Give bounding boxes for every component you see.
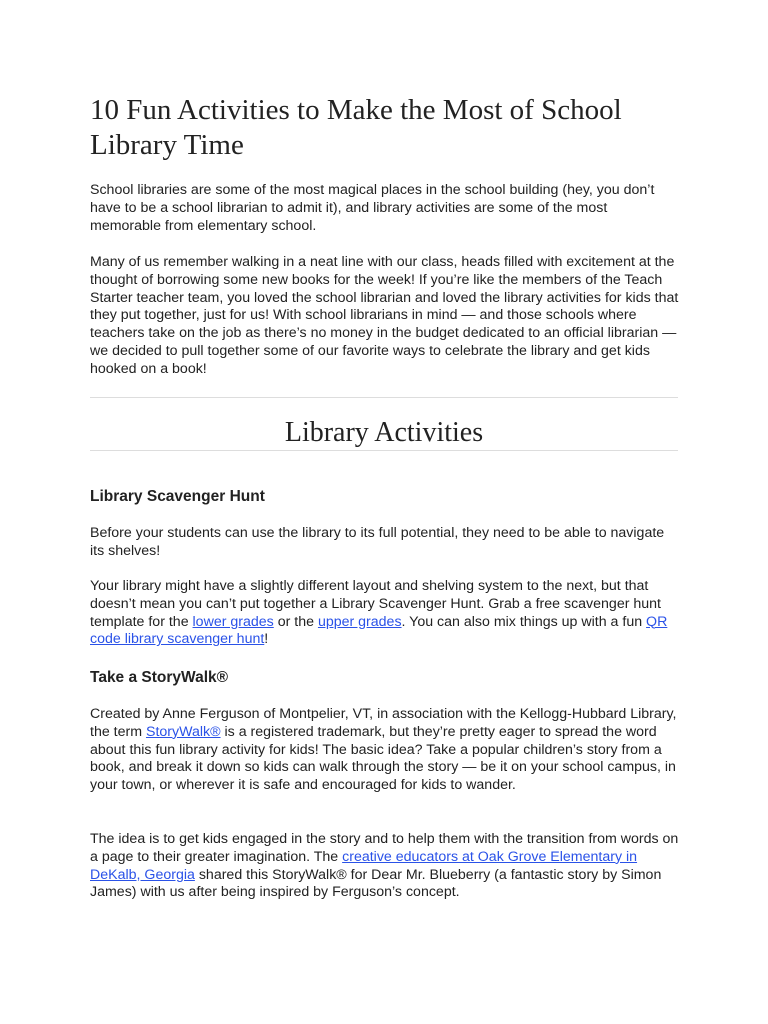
- scavenger-text-3: . You can also mix things up with a fun: [401, 613, 647, 630]
- storywalk-heading: Take a StoryWalk®: [90, 669, 229, 686]
- intro-paragraph: School libraries are some of the most magical places in the school building (hey, you don’t have to be a school librarian to admit it), and library activities are some of the most memorable from elementary school.: [90, 182, 655, 234]
- scavenger-text-1: Your library might have a slightly different layout and shelving system to the next, but that doesn’t mean you can’t put together a Library Scavenger Hunt. Grab a free scavenger hunt template for the: [90, 578, 661, 630]
- scavenger-hunt-heading: Library Scavenger Hunt: [90, 488, 265, 505]
- scavenger-hunt-details: [90, 578, 680, 649]
- scavenger-text-2: or the: [273, 613, 318, 630]
- storywalk-details-text-2: shared this StoryWalk® for Dear Mr. Blueberry (a fantastic story by Simon James) with us after being inspired by Ferguson’s concept.: [90, 866, 662, 901]
- storywalk-details: [90, 831, 680, 902]
- storywalk-details-text-1: The idea is to get kids engaged in the story and to help them with the transition from words on a page to their greater imagination. The: [90, 831, 679, 865]
- storywalk-intro: [90, 706, 680, 795]
- oak-grove-educators-link[interactable]: creative educators at Oak Grove Elementary in DeKalb, Georgia: [90, 848, 638, 883]
- scavenger-hunt-intro: Before your students can use the library to its full potential, they need to be able to navigate its shelves!: [90, 525, 665, 559]
- upper-grades-link[interactable]: upper grades: [317, 613, 402, 630]
- qr-code-scavenger-hunt-link[interactable]: QR code library scavenger hunt: [90, 613, 668, 648]
- section-divider-bottom: [90, 450, 678, 451]
- storywalk-text-1: Created by Anne Ferguson of Montpelier, VT, in association with the Kellogg-Hubbard Library, the term: [90, 706, 677, 740]
- section-divider-top: [90, 397, 678, 398]
- section-title: Library Activities: [284, 417, 484, 448]
- scavenger-text-4: !: [264, 631, 269, 648]
- lower-grades-link[interactable]: lower grades: [192, 613, 274, 630]
- memory-paragraph: Many of us remember walking in a neat line with our class, heads filled with excitement at the thought of borrowing some new books for the week! If you’re like the members of the Teach Starter teacher team, you loved the school librarian and loved the library activities for kids that they put together, just for us! With school librarians in mind — and those schools where teachers take on the job as there’s no money in the budget dedicated to an official librarian — we decided to pull together some of our favorite ways to celebrate the library and get kids hooked on a book!: [90, 254, 679, 377]
- article-title: 10 Fun Activities to Make the Most of School Library Time: [90, 94, 622, 161]
- storywalk-text-2: is a registered trademark, but they’re pretty eager to spread the word about this fun library activity for kids! The basic idea? Take a popular children’s story from a book, and break it down so kids can walk through the story — be it on your school campus, in your town, or wherever it is safe and encouraged for kids to wander.: [90, 723, 676, 794]
- storywalk-link[interactable]: StoryWalk®: [145, 723, 221, 740]
